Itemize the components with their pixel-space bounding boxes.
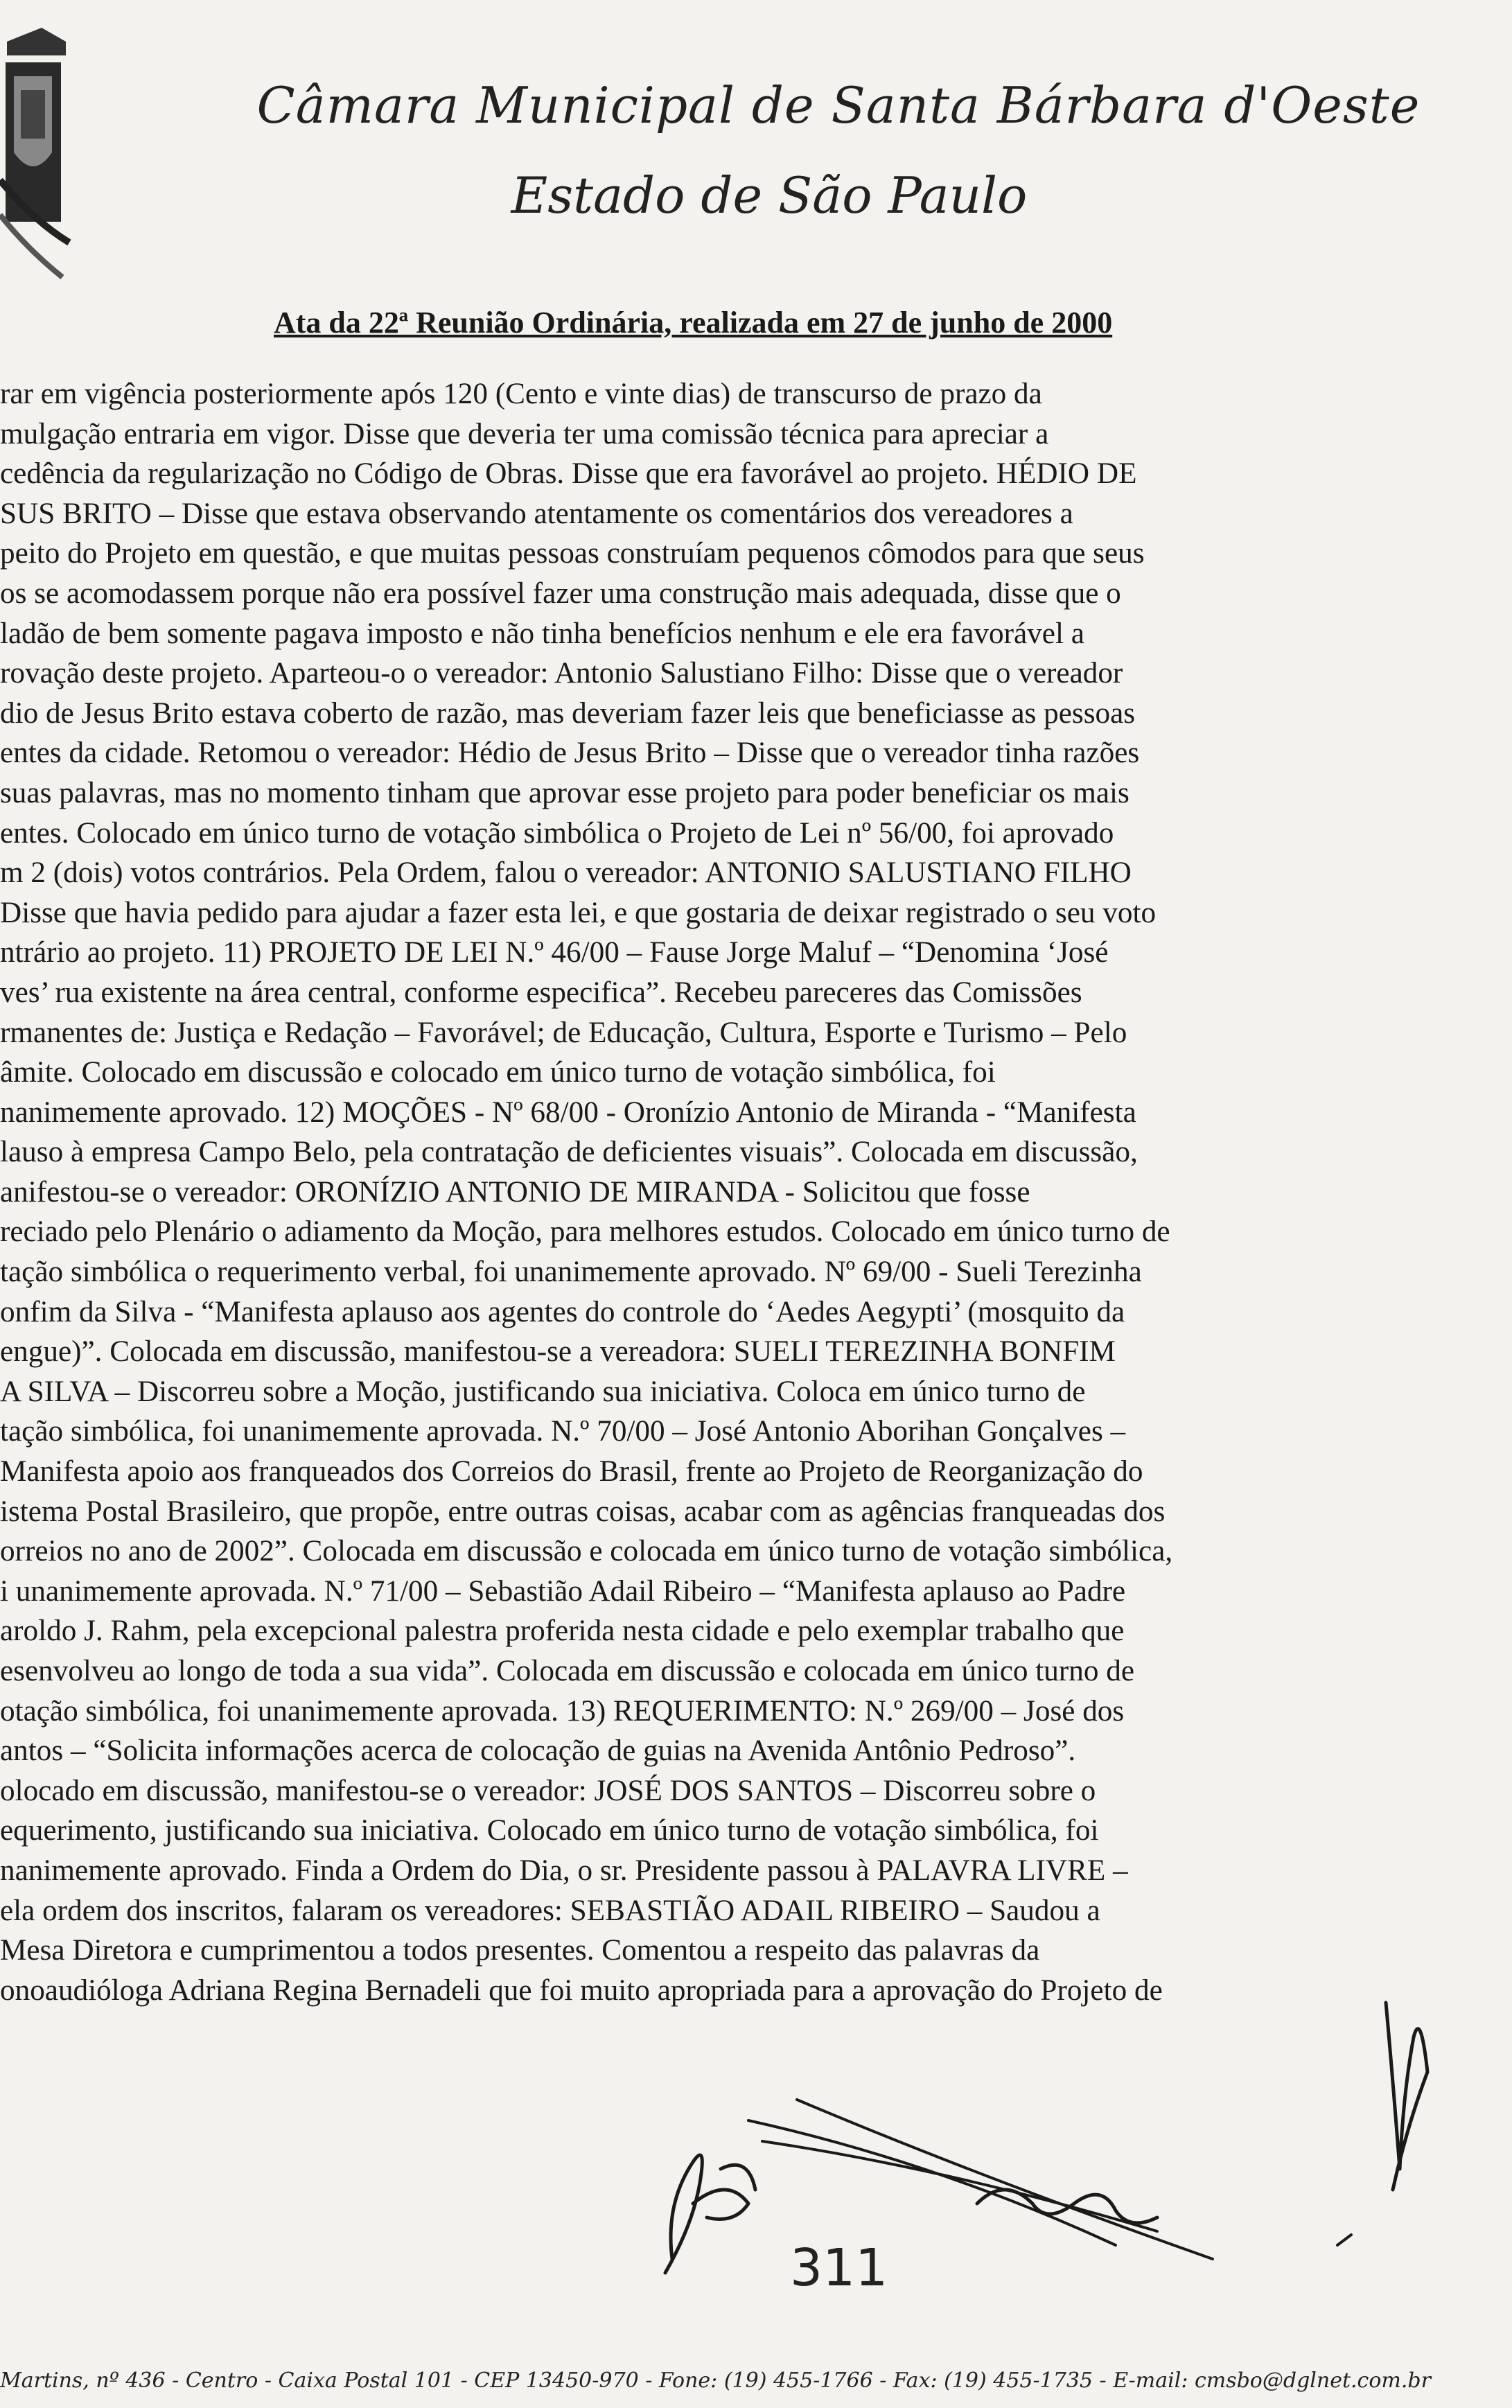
body-line: antos – “Solicita informações acerca de colocação de guias na Avenida Antônio Pedroso”.	[0, 1734, 1076, 1768]
signature-strike	[748, 2100, 1213, 2259]
body-line: entes. Colocado em único turno de votação simbólica o Projeto de Lei nº 56/00, foi aprovado	[0, 816, 1114, 850]
body-line: orreios no ano de 2002”. Colocada em discussão e colocada em único turno de votação simbólica,	[0, 1535, 1173, 1568]
body-line: esenvolveu ao longo de toda a sua vida”. Colocada em discussão e colocada em único turno de	[0, 1655, 1134, 1687]
body-line: lauso à empresa Campo Belo, pela contratação de deficientes visuais”. Colocada em discussão,	[0, 1136, 1138, 1169]
body-line: Disse que havia pedido para ajudar a fazer esta lei, e que gostaria de deixar registrado o seu voto	[0, 896, 1157, 929]
body-line: aroldo J. Rahm, pela excepcional palestra proferida nesta cidade e pelo exemplar trabalho que	[0, 1615, 1125, 1648]
body-line: onoaudióloga Adriana Regina Bernadeli que foi muito apropriada para a aprovação do Projeto de	[0, 1974, 1163, 2007]
signature-right	[1386, 2003, 1427, 2190]
body-line: olocado em discussão, manifestou-se o vereador: JOSÉ DOS SANTOS – Discorreu sobre o	[0, 1774, 1096, 1807]
body-line: ela ordem dos inscritos, falaram os vereadores: SEBASTIÃO ADAIL RIBEIRO – Saudou a	[0, 1894, 1100, 1927]
signatures	[589, 1996, 1455, 2314]
body-line: anifestou-se o vereador: ORONÍZIO ANTONIO DE MIRANDA - Solicitou que fosse	[0, 1175, 1030, 1209]
signature-middle	[977, 2190, 1157, 2223]
body-line: i unanimemente aprovada. N.º 71/00 – Sebastião Adail Ribeiro – “Manifesta aplauso ao Padre	[0, 1574, 1126, 1608]
body-line: Mesa Diretora e cumprimentou a todos presentes. Comentou a respeito das palavras da	[0, 1934, 1040, 1967]
body-line: ves’ rua existente na área central, conforme especifica”. Recebeu pareceres das Comissões	[0, 976, 1082, 1009]
body-line: entes da cidade. Retomou o vereador: Hédio de Jesus Brito – Disse que o vereador tinha razões	[0, 737, 1140, 770]
body-line: tação simbólica, foi unanimemente aprovada. N.º 70/00 – José Antonio Aborihan Gonçalves –	[0, 1415, 1126, 1448]
body-line: rmanentes de: Justiça e Redação – Favorável; de Educação, Cultura, Esporte e Turismo – Pelo	[0, 1016, 1127, 1049]
body-line: engue)”. Colocada em discussão, manifestou-se a vereadora: SUELI TEREZINHA BONFIM	[0, 1335, 1116, 1369]
body-line: os se acomodassem porque não era possível fazer uma construção mais adequada, disse que o	[0, 577, 1121, 610]
body-line: mulgação entraria em vigor. Disse que deveria ter uma comissão técnica para apreciar a	[0, 417, 1049, 450]
state-title: Estado de São Paulo	[511, 166, 1028, 225]
city-crest-icon	[0, 14, 76, 291]
body-line: peito do Projeto em questão, e que muitas pessoas construíam pequenos cômodos para que seus	[0, 537, 1145, 570]
footer-address: Martins, nº 436 - Centro - Caixa Postal 101 - CEP 13450-970 - Fone: (19) 455-1766 - Fax: (19) 455-1735 - E-mail: cmsbo@dglnet.com.br	[0, 2369, 1431, 2393]
body-line: reciado pelo Plenário o adiamento da Moção, para melhores estudos. Colocado em único turno de	[0, 1215, 1170, 1249]
body-line: rovação deste projeto. Aparteou-o o vereador: Antonio Salustiano Filho: Disse que o vereador	[0, 657, 1123, 690]
body-line: âmite. Colocado em discussão e colocado em único turno de votação simbólica, foi	[0, 1056, 996, 1089]
body-line: equerimento, justificando sua iniciativa. Colocado em único turno de votação simbólica, foi	[0, 1814, 1099, 1847]
page-number: 311	[790, 2238, 888, 2298]
body-line: ladão de bem somente pagava imposto e não tinha benefícios nenhum e ele era favorável a	[0, 617, 1084, 650]
body-line: suas palavras, mas no momento tinham que aprovar esse projeto para poder beneficiar os mais	[0, 776, 1129, 809]
body-line: nanimemente aprovado. Finda a Ordem do Dia, o sr. Presidente passou à PALAVRA LIVRE –	[0, 1854, 1128, 1887]
body-line: Manifesta apoio aos franqueados dos Correios do Brasil, frente ao Projeto de Reorganização do	[0, 1455, 1143, 1488]
body-line: ntrário ao projeto. 11) PROJETO DE LEI N.º 46/00 – Fause Jorge Maluf – “Denomina ‘José	[0, 936, 1109, 969]
body-line: tação simbólica o requerimento verbal, foi unanimemente aprovado. Nº 69/00 - Sueli Terezinha	[0, 1256, 1142, 1289]
body-line: otação simbólica, foi unanimemente aprovada. 13) REQUERIMENTO: N.º 269/00 – José dos	[0, 1694, 1125, 1728]
body-line: cedência da regularização no Código de Obras. Disse que era favorável ao projeto. HÉDIO DE	[0, 457, 1137, 491]
signature-initials-left	[665, 2155, 755, 2273]
body-line: A SILVA – Discorreu sobre a Moção, justificando sua iniciativa. Coloca em único turno de	[0, 1375, 1086, 1408]
body-line: SUS BRITO – Disse que estava observando atentamente os comentários dos vereadores a	[0, 497, 1073, 530]
body-line: m 2 (dois) votos contrários. Pela Ordem, falou o vereador: ANTONIO SALUSTIANO FILHO	[0, 856, 1132, 890]
body-line: rar em vigência posteriormente após 120 (Cento e vinte dias) de transcurso de prazo da	[0, 378, 1042, 410]
body-line: dio de Jesus Brito estava coberto de razão, mas deveriam fazer leis que beneficiasse as pessoas	[0, 696, 1136, 730]
institution-title: Câmara Municipal de Santa Bárbara d'Oeste	[256, 76, 1421, 134]
body-line: nanimemente aprovado. 12) MOÇÕES - Nº 68/00 - Oronízio Antonio de Miranda - “Manifesta	[0, 1096, 1136, 1129]
minutes-title: Ata da 22ª Reunião Ordinária, realizada em 27 de junho de 2000	[274, 306, 1113, 340]
body-line: istema Postal Brasileiro, que propõe, entre outras coisas, acabar com as agências franqueadas dos	[0, 1495, 1166, 1528]
minutes-body	[0, 374, 1375, 2010]
body-line: onfim da Silva - “Manifesta aplauso aos agentes do controle do ‘Aedes Aegypti’ (mosquito da	[0, 1295, 1125, 1328]
